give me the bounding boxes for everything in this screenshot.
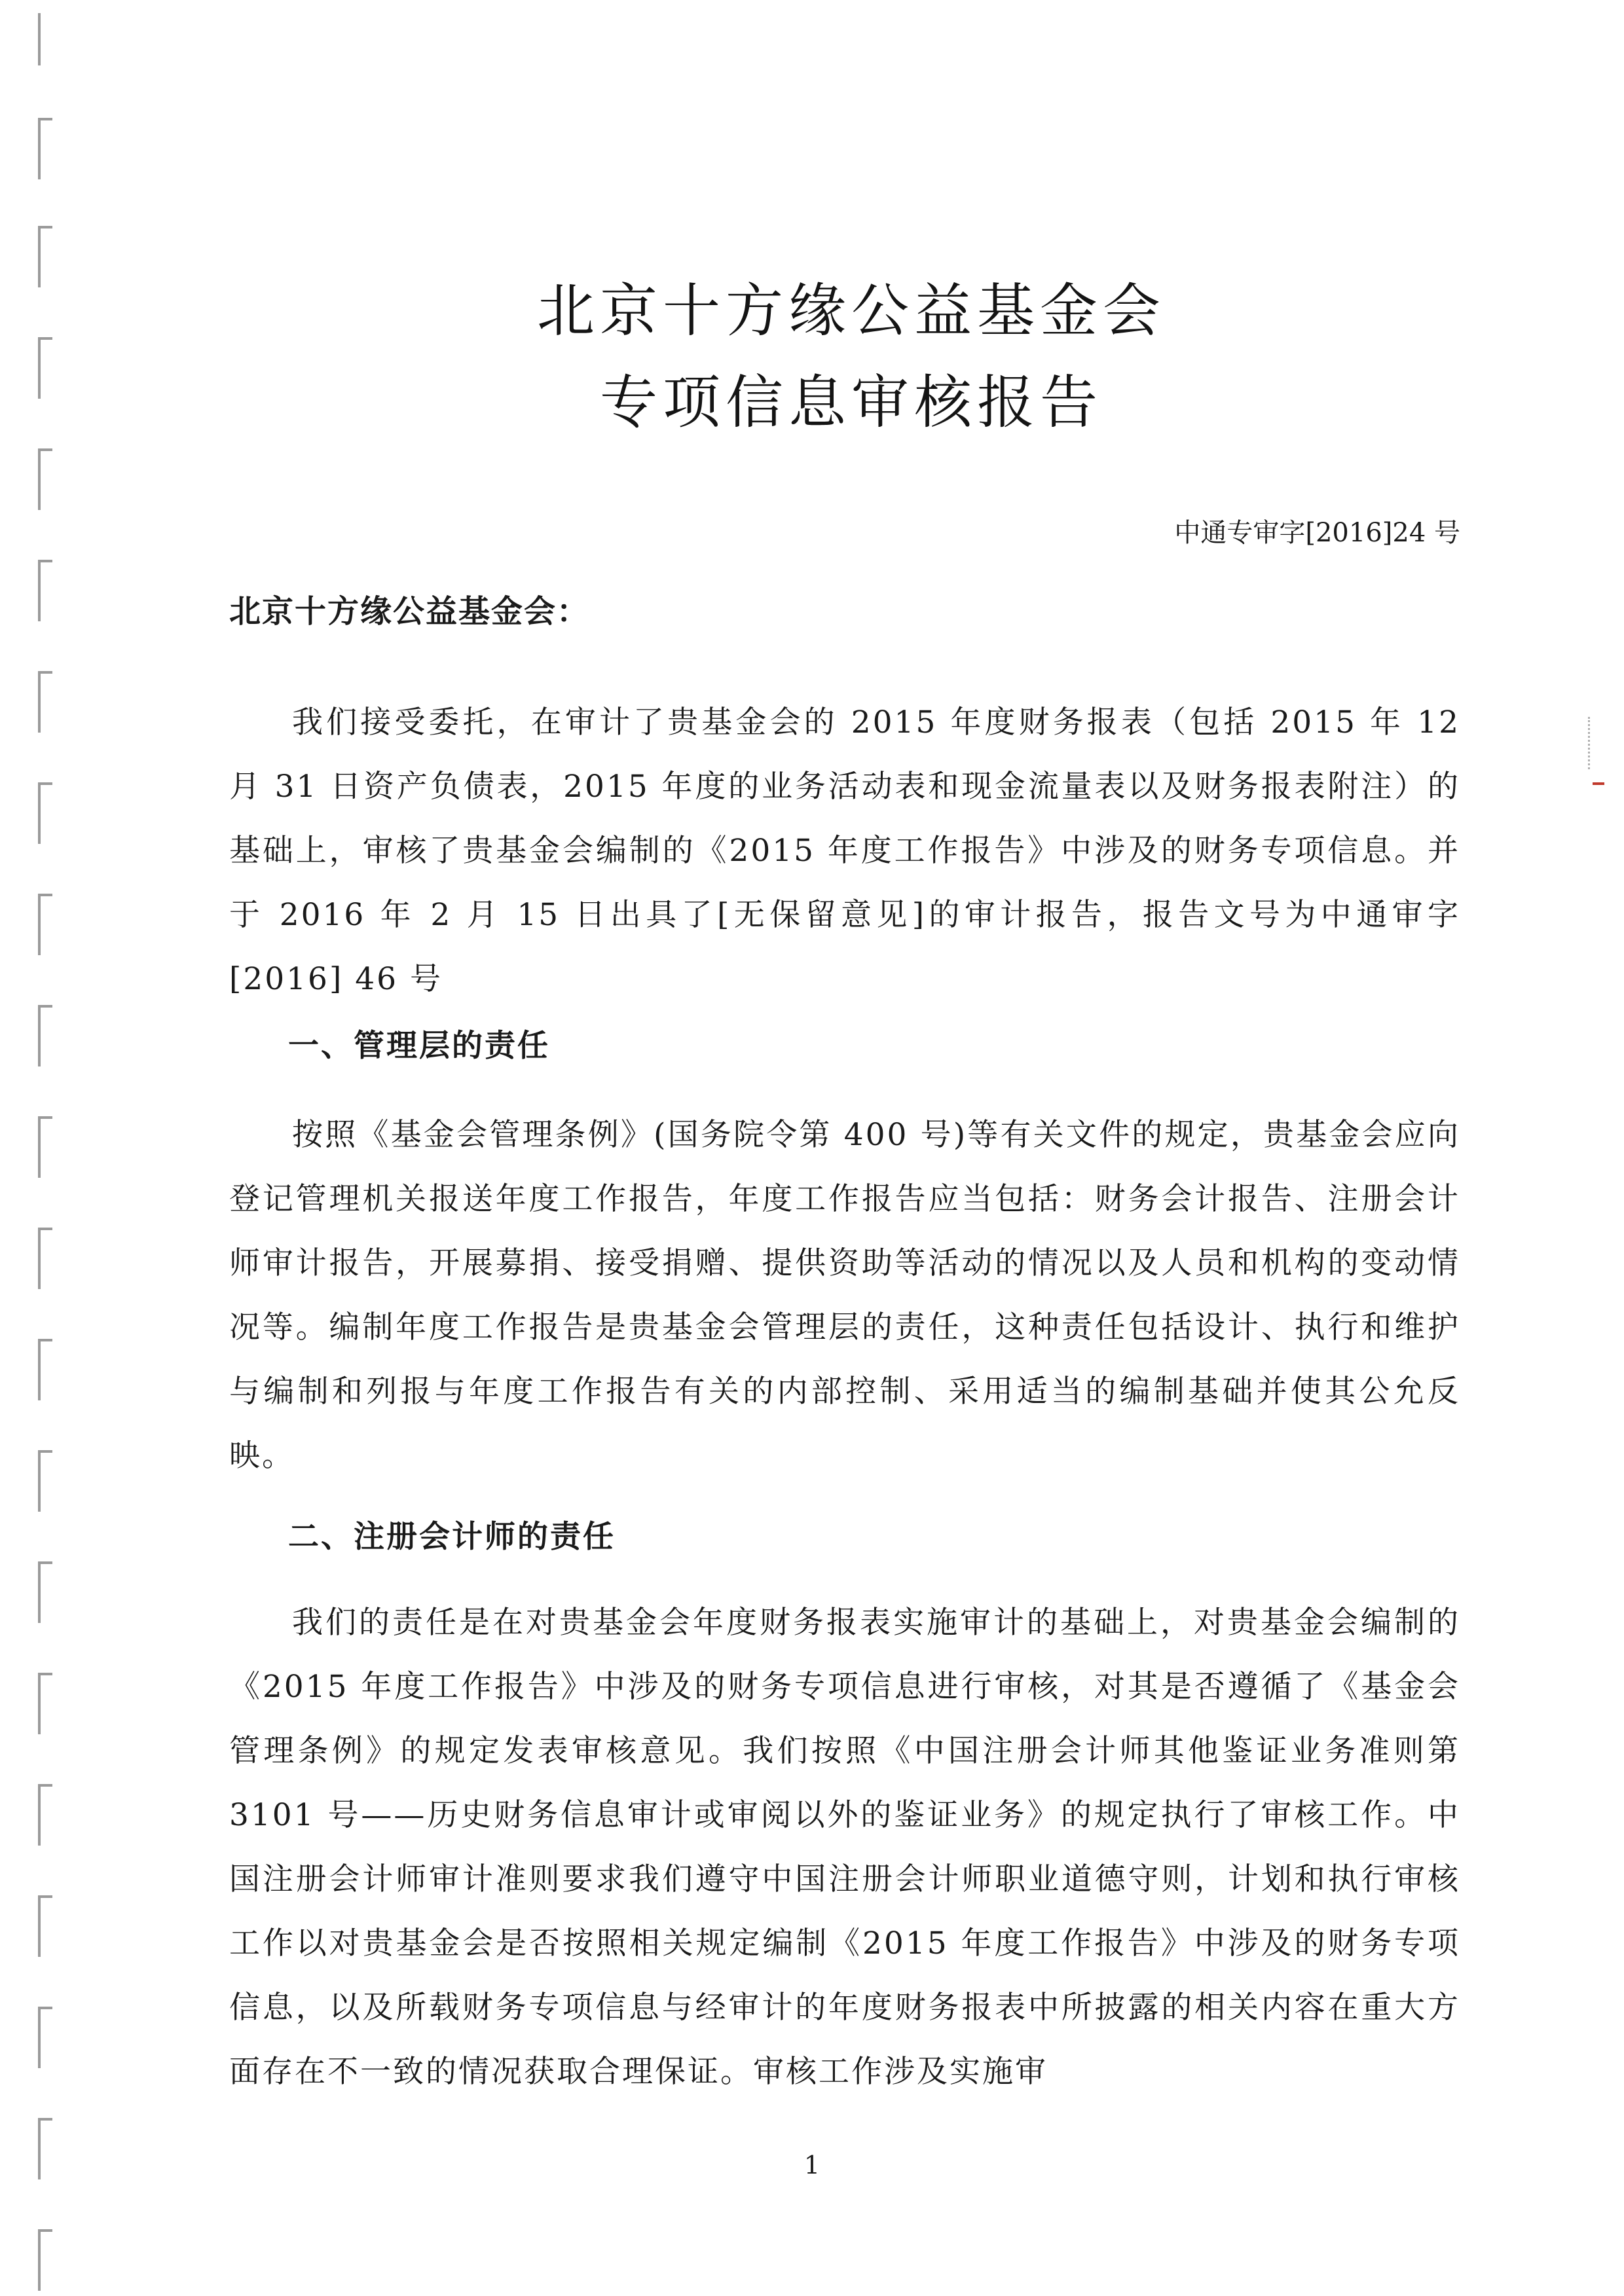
binding-mark [38, 1228, 52, 1289]
binding-mark [38, 2007, 52, 2068]
section-heading-cpa: 二、注册会计师的责任 [288, 1519, 616, 1555]
paragraph-engagement: 我们接受委托，在审计了贵基金会的 2015 年度财务报表（包括 2015 年 12 月 31 日资产负债表，2015 年度的业务活动表和现金流量表以及财务报表附注）的基础上，审核了贵基金会编制的《2015 年度工作报告》中涉及的财务专项信息。并于 2016 年 2 月 15 日出具了[无保留意见]的审计报告，报告文号为中通审字[2016] 46 号 [229, 704, 1460, 997]
binding-mark [38, 560, 52, 621]
binding-mark [38, 671, 52, 733]
document-title-line2: 专项信息审核报告 [599, 369, 1103, 436]
salutation: 北京十方缘公益基金会： [229, 593, 590, 630]
binding-mark [38, 1561, 52, 1623]
binding-mark [38, 1673, 52, 1734]
binding-mark [38, 1339, 52, 1400]
binding-mark [38, 782, 52, 844]
binding-mark [38, 448, 52, 510]
binding-mark [38, 1450, 52, 1512]
document-title-line1: 北京十方缘公益基金会 [536, 277, 1166, 344]
paragraph-cpa-responsibility: 我们的责任是在对贵基金会年度财务报表实施审计的基础上，对贵基金会编制的《2015 年度工作报告》中涉及的财务专项信息进行审核，对其是否遵循了《基金会管理条例》的规定发表审核意见。我们按照《中国注册会计师其他鉴证业务准则第 3101 号——历史财务信息审计或审阅以外的鉴证业务》的规定执行了审核工作。中国注册会计师审计准则要求我们遵守中国注册会计师职业道德守则，计划和执行审核工作以对贵基金会是否按照相关规定编制《2015 年度工作报告》中涉及的财务专项信息，以及所载财务专项信息与经审计的年度财务报表中所披露的相关内容在重大方面存在不一致的情况获取合理保证。审核工作涉及实施审 [229, 1605, 1460, 2090]
binding-mark [38, 118, 52, 179]
paragraph-management-responsibility: 按照《基金会管理条例》(国务院令第 400 号)等有关文件的规定，贵基金会应向登记管理机关报送年度工作报告，年度工作报告应当包括：财务会计报告、注册会计师审计报告，开展募捐、接受捐赠、提供资助等活动的情况以及人员和机构的变动情况等。编制年度工作报告是贵基金会管理层的责任，这种责任包括设计、执行和维护与编制和列报与年度工作报告有关的内部控制、采用适当的编制基础并使其公允反映。 [229, 1117, 1460, 1474]
scan-artifact [1588, 717, 1593, 769]
binding-mark [38, 1005, 52, 1066]
binding-mark [38, 894, 52, 955]
document-number: 中通专审字[2016]24 号 [1174, 518, 1460, 548]
binding-mark [38, 1784, 52, 1846]
binding-mark [38, 1116, 52, 1178]
binding-mark [38, 2118, 52, 2179]
section-heading-management: 一、管理层的责任 [288, 1028, 550, 1064]
page-number: 1 [803, 2151, 821, 2179]
red-seal-edge [1593, 782, 1604, 785]
binding-mark [38, 1895, 52, 1957]
binding-mark [38, 13, 52, 65]
binding-mark [38, 2229, 52, 2291]
